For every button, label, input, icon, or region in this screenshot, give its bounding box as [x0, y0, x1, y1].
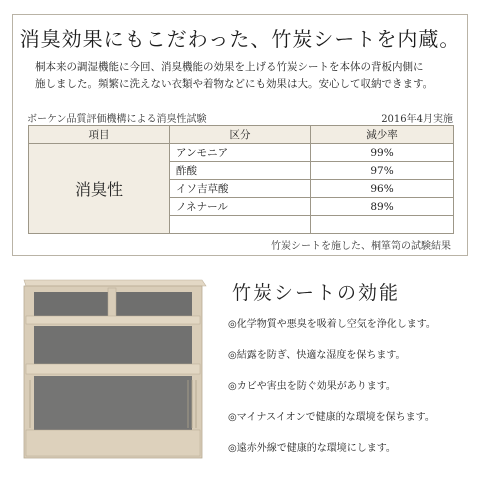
test-caption: ボーケン品質評価機構による消臭性試験	[27, 114, 207, 125]
header-item: 項目	[29, 126, 170, 144]
test-date: 2016年4月実施	[381, 114, 453, 125]
headline: 消臭効果にもこだわった、竹炭シートを内蔵。	[19, 27, 461, 51]
list-item: ◎マイナスイオンで健康的な環境を保ちます。	[228, 412, 435, 423]
empty-cell	[311, 216, 454, 234]
header-reduction: 減少率	[311, 126, 454, 144]
row-rate: 96%	[311, 180, 454, 198]
row-name: アンモニア	[170, 144, 311, 162]
intro-text	[35, 59, 451, 93]
shelf-image	[12, 272, 208, 468]
table-row	[29, 144, 454, 162]
category-cell: 消臭性	[29, 144, 170, 234]
test-results-panel	[12, 14, 468, 256]
list-item: ◎結露を防ぎ、快適な湿度を保ちます。	[228, 350, 406, 361]
shelf-board	[26, 364, 200, 374]
list-item: ◎遠赤外線で健康的な環境にします。	[228, 443, 396, 454]
features-list	[228, 318, 476, 473]
empty-cell	[170, 216, 311, 234]
features-title: 竹炭シートの効能	[232, 282, 401, 304]
shelf-top	[24, 280, 206, 286]
intro-line-2: 施しました。頻繁に洗えない衣類や着物などにも効果は大。安心して収納できます。	[35, 78, 434, 90]
intro-line-1: 桐本来の調湿機能に今回、消臭機能の効果を上げる竹炭シートを本体の背板内側に	[35, 61, 424, 73]
shelf-bottom	[26, 430, 200, 456]
footnote: 竹炭シートを施した、桐箪笥の試験結果	[271, 241, 451, 252]
table-header-row	[29, 126, 454, 144]
row-name: イソ吉草酸	[170, 180, 311, 198]
charcoal-back-middle	[34, 326, 192, 368]
charcoal-back-lower	[34, 376, 192, 430]
list-item: ◎カビや害虫を防ぐ効果があります。	[228, 381, 396, 392]
results-table	[28, 125, 454, 234]
header-category: 区分	[170, 126, 311, 144]
row-name: ノネナール	[170, 198, 311, 216]
shelf-board	[26, 316, 200, 324]
row-rate: 89%	[311, 198, 454, 216]
row-name: 酢酸	[170, 162, 311, 180]
row-rate: 97%	[311, 162, 454, 180]
row-rate: 99%	[311, 144, 454, 162]
list-item: ◎化学物質や悪臭を吸着し空気を浄化します。	[228, 319, 436, 330]
